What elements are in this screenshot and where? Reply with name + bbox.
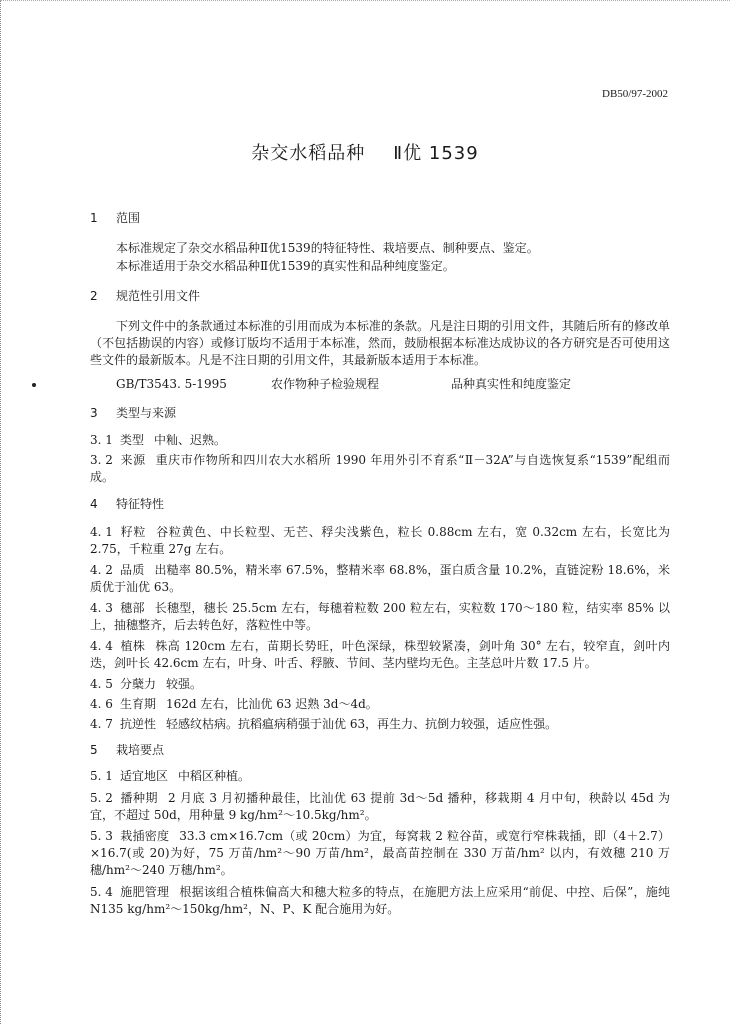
reference-name: 品种真实性和纯度鉴定: [451, 377, 572, 391]
clause: 5. 2 播种期 2 月底 3 月初播种最佳，比汕优 63 提前 3d～5d 播种，移栽期 4 月中旬，秧龄以 45d 为宜，不超过 50d，用种量 9 kg/hm²～10.5kg/hm²。: [90, 791, 670, 822]
section-heading: 1 范围: [90, 211, 141, 225]
clause: 5. 3 栽插密度 33.3 cm×16.7cm（或 20cm）为宜，每窝栽 2 粒谷苗，或宽行窄株栽插，即（4＋2.7）×16.7(或 20)为好，75 万苗/hm²～90 万苗/hm²，最高苗控制在 330 万苗/hm² 以内，有效穗 210 万穗/hm²～240 万穗/hm²。: [90, 829, 670, 877]
clause: 4. 3 穗部 长穗型，穗长 25.5cm 左右，每穗着粒数 200 粒左右，实粒数 170～180 粒，结实率 85% 以上，抽穗整齐，后去转色好，落粒性中等。: [90, 601, 670, 632]
reference-line: [116, 376, 670, 393]
scan-speck: [32, 383, 36, 387]
clause: 5. 4 施肥管理 根据该组合植株偏高大和穗大粒多的特点，在施肥方法上应采用“前促、中控、后保”，施纯 N135 kg/hm²～150kg/hm²，N、P、K 配合施用为好。: [90, 885, 670, 916]
scan-edge: [0, 0, 730, 1]
clause: 5. 1 适宜地区 中稻区种植。: [90, 769, 251, 783]
section-heading: 3 类型与来源: [90, 406, 177, 420]
clause: 4. 7 抗逆性 轻感纹枯病。抗稻瘟病稍强于汕优 63，再生力、抗倒力较强，适应性强。: [90, 717, 558, 731]
reference-code: GB/T3543. 5-1995: [116, 377, 227, 391]
section-heading: 4 特征特性: [90, 497, 165, 511]
paragraph: 本标准规定了杂交水稻品种Ⅱ优1539的特征特性、栽培要点、制种要点、鉴定。: [116, 241, 539, 255]
clause: 4. 1 籽粒 谷粒黄色、中长粒型、无芒、稃尖浅紫色，粒长 0.88cm 左右，宽 0.32cm 左右，长宽比为 2.75，千粒重 27g 左右。: [90, 525, 670, 556]
reference-name: 农作物种子检验规程: [271, 377, 380, 391]
document-number: DB50/97-2002: [602, 88, 668, 100]
section-heading: 5 栽培要点: [90, 743, 165, 757]
clause: 4. 2 品质 出糙率 80.5%，精米率 67.5%，整精米率 68.8%，蛋白质含量 10.2%，直链淀粉 18.6%，米质优于汕优 63。: [90, 563, 670, 594]
title-sub: Ⅱ优 1539: [393, 143, 479, 164]
paragraph: 下列文件中的条款通过本标准的引用而成为本标准的条款。凡是注日期的引用文件，其随后所有的修改单（不包括勘误的内容）或修订版均不适用于本标准，然而，鼓励根据本标准达成协议的各方研究是否可使用这些文件的最新版本。凡是不注日期的引用文件，其最新版本适用于本标准。: [90, 319, 670, 367]
clause: 3. 1 类型 中籼、迟熟。: [90, 433, 227, 447]
clause: 3. 2 来源 重庆市作物所和四川农大水稻所 1990 年用外引不育系“Ⅱ－32A”与自选恢复系“1539”配组而成。: [90, 453, 670, 484]
clause: 4. 6 生育期 162d 左右，比汕优 63 迟熟 3d～4d。: [90, 697, 378, 711]
section-heading: 2 规范性引用文件: [90, 289, 201, 303]
clause: 4. 4 植株 株高 120cm 左右，苗期长势旺，叶色深绿，株型较紧凑，剑叶角 30° 左右，较窄直，剑叶内迭，剑叶长 42.6cm 左右，叶身、叶舌、稃腋、节间、茎内壁均无色。主茎总叶片数 17.5 片。: [90, 639, 670, 670]
paragraph: 本标准适用于杂交水稻品种Ⅱ优1539的真实性和品种纯度鉴定。: [116, 259, 455, 273]
title-main: 杂交水稻品种: [251, 143, 366, 164]
page-title: [0, 145, 730, 162]
clause: 4. 5 分蘖力 较强。: [90, 677, 203, 691]
